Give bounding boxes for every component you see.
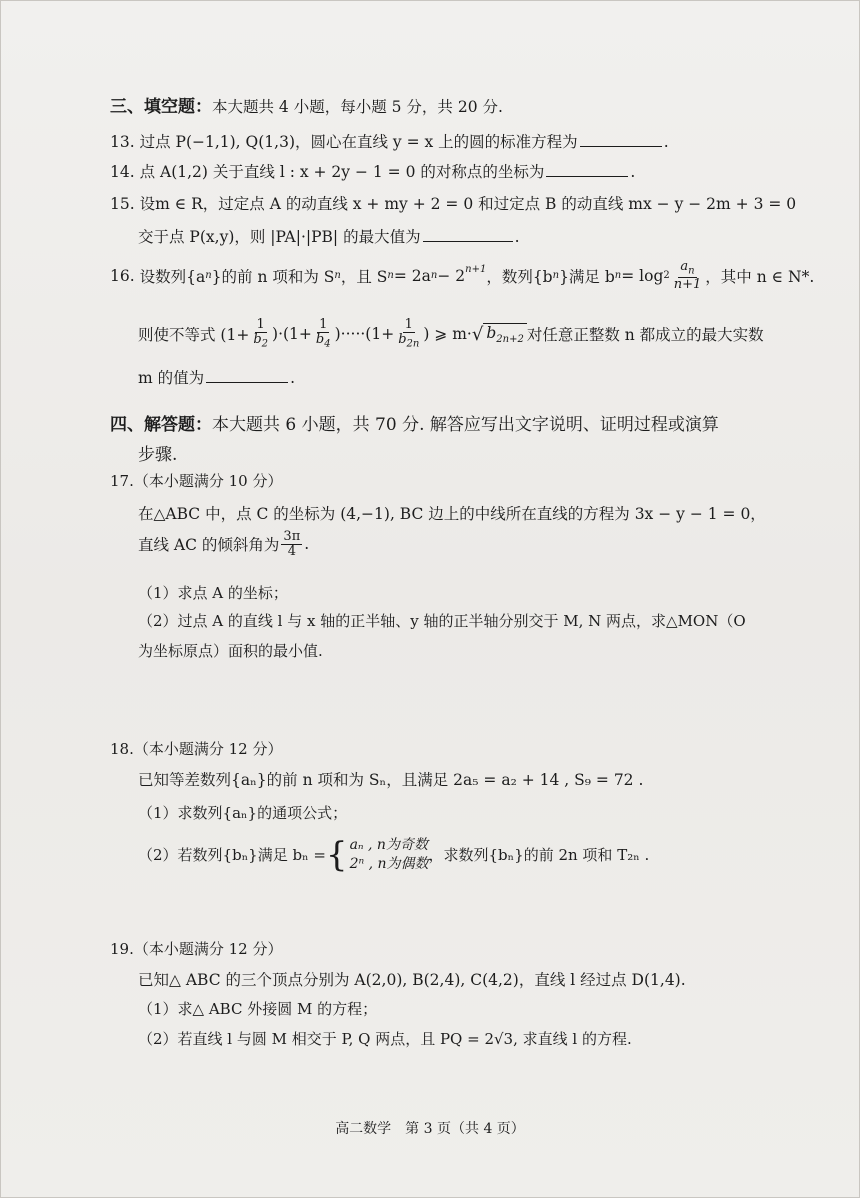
q14-answer-blank xyxy=(546,161,628,177)
q18-line1: 已知等差数列{aₙ}的前 n 项和为 Sₙ，且满足 2a₅ = a₂ + 14 , S₉ = 72 . xyxy=(138,771,644,789)
q18-case-odd: aₙ , n为奇数 xyxy=(349,837,428,853)
q16-text-d: = 2a xyxy=(393,266,431,285)
q16-end: . xyxy=(290,369,296,387)
q17-frac-den: 4 xyxy=(287,543,296,559)
q13-text: 过点 P(−1,1), Q(1,3)，圆心在直线 y = x 上的圆的标准方程为 xyxy=(139,133,578,151)
q16-fraction-b4: $\frac{1}{b_4}$ xyxy=(315,317,331,350)
q16-text-e: − 2 xyxy=(437,266,466,285)
q16-ineq-b: )·(1+ xyxy=(272,324,312,343)
q16-text-b: }的前 n 项和为 S xyxy=(211,267,335,286)
q18-case-even: 2ⁿ , n为偶数 xyxy=(349,855,429,872)
q16-text-a: 设数列{a xyxy=(139,267,206,286)
q17-angle-fraction xyxy=(281,530,302,558)
question-16-line2 xyxy=(138,318,764,350)
q13-end: . xyxy=(663,133,669,151)
q16-fraction-b2n: $\frac{1}{b_{2n}}$ xyxy=(398,317,420,350)
q16-text-c: ，且 S xyxy=(340,267,388,286)
section4-heading: 四、解答题： xyxy=(110,415,212,435)
q17-line2-end: . xyxy=(304,535,310,554)
q16-number: 16. xyxy=(110,266,135,285)
q19-number: 19.（本小题满分 12 分） xyxy=(110,940,283,958)
q16-text-h: = log xyxy=(621,266,664,285)
section3-desc: 本大题共 4 小题，每小题 5 分，共 20 分. xyxy=(212,98,503,116)
q15-answer-blank xyxy=(423,226,513,242)
q16-answer-blank xyxy=(206,367,288,383)
q17-part2-cont: 为坐标原点）面积的最小值. xyxy=(138,642,323,660)
question-14 xyxy=(110,160,635,182)
question-15-line1 xyxy=(110,192,796,214)
q18-part2-text: （2）若数列{bₙ}满足 bₙ = xyxy=(138,846,326,865)
q16-line3: m 的值为 xyxy=(138,369,205,387)
question-13 xyxy=(110,130,669,152)
q18-part2 xyxy=(138,836,649,874)
q19-line1: 已知△ ABC 的三个顶点分别为 A(2,0), B(2,4), C(4,2)，直线 l 经过点 D(1,4). xyxy=(138,971,686,989)
q16-ineq-e: 对任意正整数 n 都成立的最大实数 xyxy=(526,325,764,344)
section4-desc: 本大题共 6 小题，共 70 分. 解答应写出文字说明、证明过程或演算 xyxy=(212,415,719,435)
q18-part1: （1）求数列{aₙ}的通项公式； xyxy=(138,804,348,822)
q16-fraction-b2: $\frac{1}{b_2}$ xyxy=(253,317,269,350)
section3-heading: 三、填空题： xyxy=(110,97,212,117)
q18-number: 18.（本小题满分 12 分） xyxy=(110,740,283,758)
q15-line2: 交于点 P(x,y)，则 |PA|·|PB| 的最大值为 xyxy=(138,228,421,246)
page-footer: 高二数学 第 3 页（共 4 页） xyxy=(335,1121,525,1137)
q18-piecewise: { aₙ , n为奇数 2ⁿ , n为偶数 xyxy=(325,834,429,875)
q19-part2: （2）若直线 l 与圆 M 相交于 P, Q 两点，且 PQ = 2√3, 求直线 l 的方程. xyxy=(138,1030,632,1048)
q17-part2: （2）过点 A 的直线 l 与 x 轴的正半轴、y 轴的正半轴分别交于 M, N 两点，求△MON（O xyxy=(138,612,746,630)
q18-part2-end: ，求数列{bₙ}的前 2n 项和 T₂ₙ . xyxy=(428,846,650,865)
q16-sqrt: √ $b_{2n+2}$ xyxy=(472,323,527,345)
q15-line1: 设m ∈ R，过定点 A 的动直线 x + my + 2 = 0 和过定点 B 的动直线 mx − y − 2m + 3 = 0 xyxy=(139,195,797,213)
section4-desc2: 步骤. xyxy=(138,445,178,465)
q17-frac-num: 3π xyxy=(283,529,301,544)
q16-log-fraction: $\frac{a_n}{n+1}$ xyxy=(673,259,702,293)
section4-heading-line xyxy=(110,410,719,435)
q14-text: 点 A(1,2) 关于直线 l : x + 2y − 1 = 0 的对称点的坐标为 xyxy=(139,163,545,181)
q16-ineq-c: )·····(1+ xyxy=(334,324,395,343)
q16-text-i: ，其中 n ∈ N*. xyxy=(705,267,815,286)
q17-part1: （1）求点 A 的坐标； xyxy=(138,584,288,602)
q15-end: . xyxy=(514,228,520,246)
q16-ineq-a: 则使不等式 (1+ xyxy=(138,325,250,344)
q17-number: 17.（本小题满分 10 分） xyxy=(110,472,283,490)
q19-part1: （1）求△ ABC 外接圆 M 的方程； xyxy=(138,1000,378,1018)
question-16-line1: 16. 设数列{a n }的前 n 项和为 S n ，且 S n = 2a n − 2 $^{n+1}$ ，数列{b n }满足 b n = log 2 $\frac{a_n}{n+1}$ ，其中 n ∈ N*. xyxy=(110,259,815,293)
q14-end: . xyxy=(630,163,636,181)
q15-number: 15. xyxy=(110,195,135,213)
q17-line2 xyxy=(138,530,309,558)
q14-number: 14. xyxy=(110,163,135,181)
q13-number: 13. xyxy=(110,133,135,151)
q17-line1: 在△ABC 中，点 C 的坐标为 (4,−1), BC 边上的中线所在直线的方程为 3x − y − 1 = 0， xyxy=(138,505,766,523)
q16-text-f: ，数列{b xyxy=(486,267,553,286)
q16-ineq-d: ) ⩾ m· xyxy=(423,324,472,343)
q16-text-g: }满足 b xyxy=(559,267,615,286)
question-16-line3 xyxy=(138,366,295,388)
question-15-line2 xyxy=(138,225,520,247)
section3-heading-line xyxy=(110,92,503,117)
q13-answer-blank xyxy=(580,131,662,147)
q17-line2-text: 直线 AC 的倾斜角为 xyxy=(138,536,280,555)
